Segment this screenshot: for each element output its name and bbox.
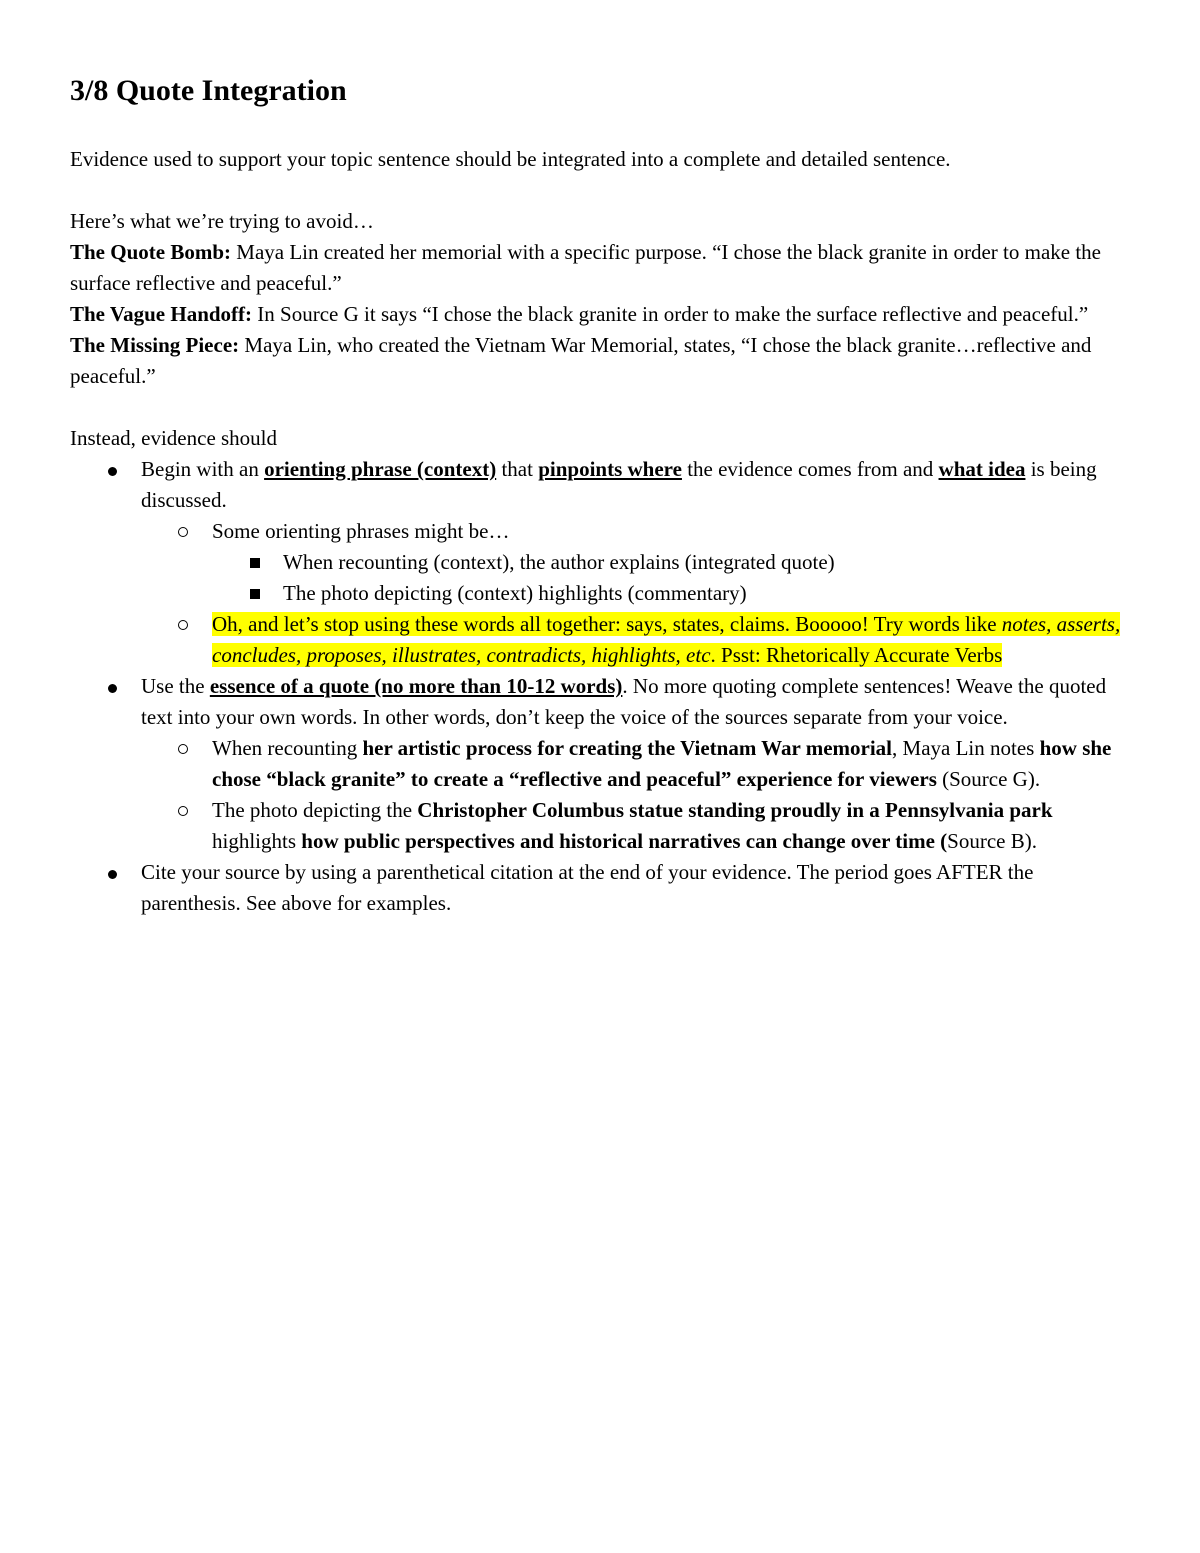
verb-list: notes, asserts, concludes, proposes, illustrates, contradicts, highlights, etc [212, 612, 1121, 667]
bullet-circle-icon [178, 620, 188, 630]
sub-list [141, 516, 1124, 671]
key-term: orienting phrase (context) [264, 457, 497, 481]
spacer [70, 392, 1124, 423]
bullet-circle-icon [178, 744, 188, 754]
example-label: The Quote Bomb: [70, 240, 232, 264]
list-item-orienting-examples: Some orienting phrases might be… When recounting (context), the author explains (integrated quote) The photo depicting (context) highlights (commentary) [141, 516, 1124, 609]
sub-list [141, 733, 1124, 857]
example-missing-piece [70, 330, 1124, 392]
list-item: When recounting (context), the author explains (integrated quote) [212, 547, 1124, 578]
example-label: The Vague Handoff: [70, 302, 253, 326]
list-item-example-maya-lin: When recounting her artistic process for creating the Vietnam War memorial, Maya Lin notes how she chose “black granite” to create a “reflective and peaceful” experience for viewers (Source G). [141, 733, 1124, 795]
key-term: essence of a quote (no more than 10-12 words) [209, 674, 623, 698]
bullet-disc-icon [108, 684, 117, 693]
list-item-essence-of-quote: Use the essence of a quote (no more than 10-12 words). No more quoting complete sentences! Weave the quoted text into your own words. In other words, don’t keep the voice of the sources separate from your voice. When recounting her artistic process for creating the Vietnam War memorial, Maya Lin notes how she chose “black granite” to create a “reflective and peaceful” experience for viewers (Source G). The photo depicting the Christopher Columbus statue standing proudly in a Pennsylvania park highlights how public perspectives and historical narratives can change over time (Source B). [70, 671, 1124, 857]
list-item: The photo depicting (context) highlights (commentary) [212, 578, 1124, 609]
bullet-square-icon [250, 589, 260, 599]
page-title: 3/8 Quote Integration [70, 74, 347, 107]
example-vague-handoff [70, 299, 1124, 330]
list-item-orienting-phrase: Begin with an orienting phrase (context) that pinpoints where the evidence comes from and what idea is being discussed. Some orienting phrases might be… When recounting (context), the author explains (integrated quote) The photo depicting (context) highlights (commentary) Oh, and let’s stop using these words all together: says, states, claims. Booooo! Try words like notes, asserts, concludes, proposes, illustrates, contradicts, highlights, etc. Psst: Rhetorically Accurate Verbs [70, 454, 1124, 671]
evidence-rules-list [70, 454, 1124, 919]
key-term: pinpoints where [538, 457, 682, 481]
example-label: The Missing Piece: [70, 333, 240, 357]
example-text: Maya Lin created her memorial with a specific purpose. “I chose the black granite in order to make the surface reflective and peaceful.” [70, 240, 1101, 295]
bullet-circle-icon [178, 527, 188, 537]
list-item-example-columbus: The photo depicting the Christopher Columbus statue standing proudly in a Pennsylvania park highlights how public perspectives and historical narratives can change over time (Source B). [141, 795, 1124, 857]
avoid-heading: Here’s what we’re trying to avoid… [70, 209, 374, 233]
bullet-disc-icon [108, 467, 117, 476]
sub-sub-list [212, 547, 1124, 609]
bullet-square-icon [250, 558, 260, 568]
example-quote-bomb [70, 237, 1124, 299]
bullet-disc-icon [108, 870, 117, 879]
example-text: Maya Lin, who created the Vietnam War Memorial, states, “I chose the black granite…reflective and peaceful.” [70, 333, 1092, 388]
instead-heading: Instead, evidence should [70, 426, 278, 450]
spacer [70, 175, 1124, 206]
highlighted-note: Oh, and let’s stop using these words all together: says, states, claims. Booooo! Try words like notes, asserts, concludes, proposes, illustrates, contradicts, highlights, etc. Psst: Rhetorically Accurate Verbs [212, 612, 1121, 667]
key-term: what idea [938, 457, 1026, 481]
example-text: In Source G it says “I chose the black granite in order to make the surface reflective and peaceful.” [252, 302, 1089, 326]
intro-paragraph: Evidence used to support your topic sentence should be integrated into a complete and detailed sentence. [70, 147, 951, 171]
list-item-cite-source: Cite your source by using a parenthetical citation at the end of your evidence. The period goes AFTER the parenthesis. See above for examples. [70, 857, 1124, 919]
list-item-verbs-highlight [141, 609, 1124, 671]
bullet-circle-icon [178, 806, 188, 816]
